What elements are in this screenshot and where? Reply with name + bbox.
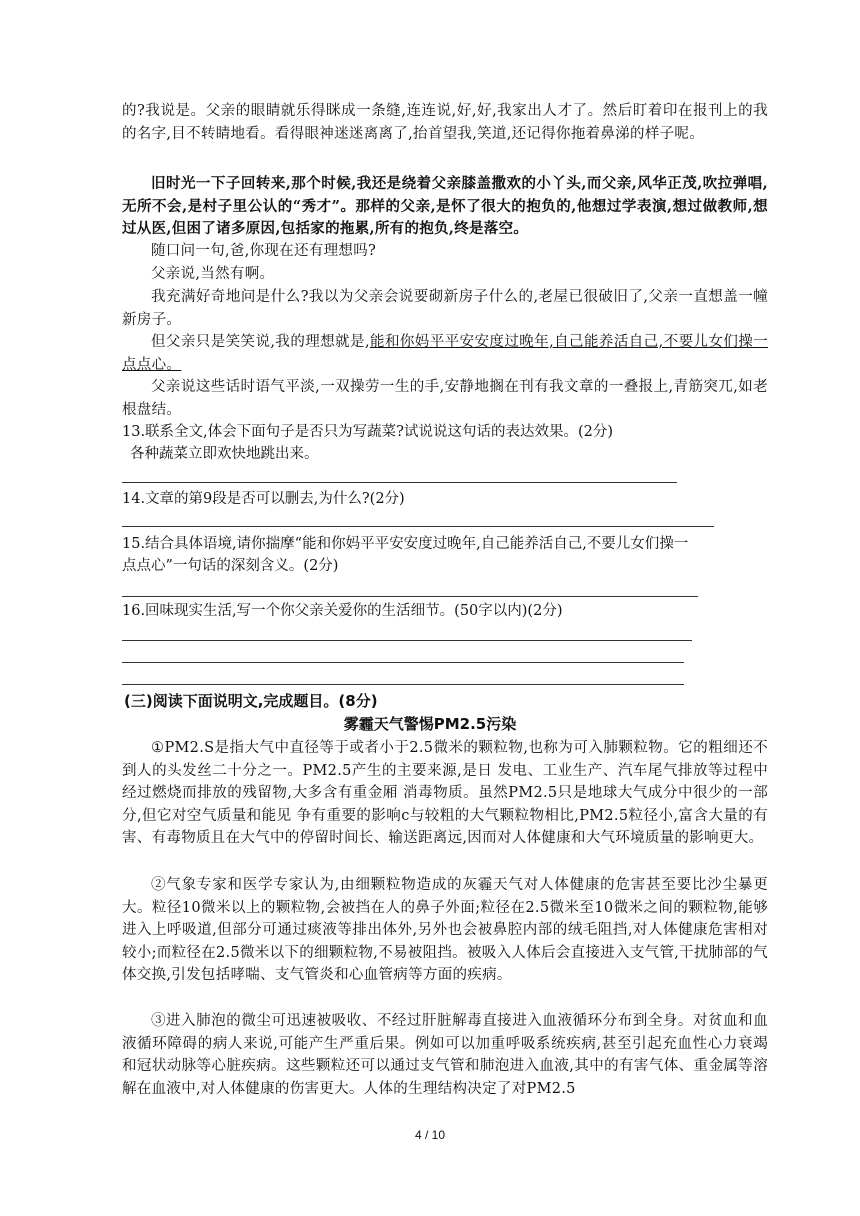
story-paragraph-bold: 旧时光一下子回转来,那个时候,我还是绕着父亲膝盖撒欢的小丫头,而父亲,风华正茂,吹拉弹唱,无所不会,是村子里公认的“秀才”。那样的父亲,是怀了很大的抱负的,他想过学表演,想过做教师,想过从医,但困了诸多原因,包括家的拖累,所有的抱负,终是落空。	[122, 175, 768, 237]
article-title: 雾霾天气警惕PM2.5污染	[343, 715, 517, 733]
story-text: 但父亲只是笑笑说,我的理想就是,	[151, 334, 370, 350]
answer-line[interactable]	[122, 596, 698, 597]
question-13-quote: 各种蔬菜立即欢快地跳出来。	[130, 446, 319, 462]
question-15-cont: 点点心”一句话的深刻含义。(2分)	[122, 558, 339, 574]
article-paragraph: ③进入肺泡的微尘可迅速被吸收、不经过肝脏解毒直接进入血液循环分布到全身。对贫血和血液循环障碍的病人来说,可能产生严重后果。例如可以加重呼吸系统疾病,甚至引起充血性心力衰竭和冠状动脉等心脏疾病。这些颗粒还可以通过支气管和肺泡进入血液,其中的有害气体、重金属等溶解在血液中,对人体健康的伤害更大。人体的生理结构决定了对PM2.5	[122, 1013, 768, 1097]
story-paragraph: 我充满好奇地问是什么?我以为父亲会说要砌新房子什么的,老屋已很破旧了,父亲一直想盖一幢新房子。	[122, 289, 768, 328]
answer-line[interactable]	[122, 662, 684, 663]
story-paragraph: 随口问一句,爸,你现在还有理想吗?	[151, 243, 377, 259]
story-paragraph: 的?我说是。父亲的眼睛就乐得眯成一条缝,连连说,好,好,我家出人才了。然后盯着印在报刊上的我的名字,目不转睛地看。看得眼神迷迷离离了,抬首望我,笑道,还记得你拖着鼻涕的样子呢。	[122, 103, 768, 142]
question-16: 16.回味现实生活,写一个你父亲关爱你的生活细节。(50字以内)(2分)	[122, 603, 563, 619]
story-paragraph: 父亲说这些话时语气平淡,一双操劳一生的手,安静地搁在刊有我文章的一叠报上,青筋突兀,如老根盘结。	[122, 379, 768, 418]
page-number: 4 / 10	[414, 1128, 446, 1142]
answer-line[interactable]	[122, 526, 714, 527]
answer-line[interactable]	[122, 684, 684, 685]
question-14: 14.文章的第9段是否可以删去,为什么?(2分)	[122, 491, 405, 507]
story-paragraph: 父亲说,当然有啊。	[151, 266, 275, 282]
article-paragraph: ②气象专家和医学专家认为,由细颗粒物造成的灰霾天气对人体健康的危害甚至要比沙尘暴更大。粒径10微米以上的颗粒物,会被挡在人的鼻子外面;粒径在2.5微米至10微米之间的颗粒物,能够进入上呼吸道,但部分可通过痰液等排出体外,另外也会被鼻腔内部的绒毛阻挡,对人体健康危害相对较小;而粒径在2.5微米以下的细颗粒物,不易被阻挡。被吸入人体后会直接进入支气管,干扰肺部的气体交换,引发包括哮喘、支气管炎和心血管病等方面的疾病。	[122, 877, 768, 983]
question-15: 15.结合具体语境,请你揣摩“能和你妈平平安安度过晚年,自己能养活自己,不要儿女们操一	[122, 536, 689, 552]
story-paragraph	[122, 331, 768, 376]
answer-line[interactable]	[122, 640, 692, 641]
section-heading: (三)阅读下面说明文,完成题目。(8分)	[124, 692, 378, 710]
underlined-sentence: 能和你妈平平安安度过晚年,自己能养活自己,不要儿女们操一点点心。	[122, 334, 768, 373]
question-13: 13.联系全文,体会下面句子是否只为写蔬菜?试说说这句话的表达效果。(2分)	[122, 424, 613, 440]
answer-line[interactable]	[122, 482, 677, 483]
article-paragraph: ①PM2.S是指大气中直径等于或者小于2.5微米的颗粒物,也称为可入肺颗粒物。它的粗细还不到人的头发丝二十分之一。PM2.5产生的主要来源,是日 发电、工业生产、汽车尾气排放等过程中经过燃烧而排放的残留物,大多含有重金厢 消毒物质。虽然PM2.5只是地球大气成分中很少的一部分,但它对空气质量和能见 争有重要的影响c与较粗的大气颗粒物相比,PM2.5粒径小,富含大量的有害、有毒物质且在大气中的停留时间长、输送距离远,因而对人体健康和大气环境质量的影响更大。	[122, 740, 768, 846]
